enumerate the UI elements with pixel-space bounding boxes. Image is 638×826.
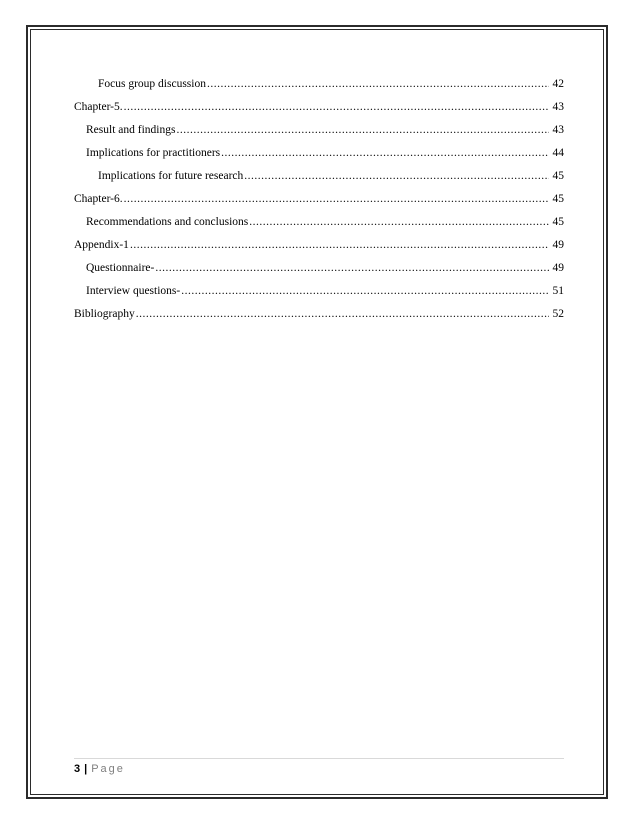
toc-entry-page: 42 [552, 78, 564, 90]
toc-entry[interactable] [74, 298, 564, 321]
footer-divider [74, 758, 564, 759]
toc-entry-label: Chapter-6. [74, 193, 123, 205]
toc-entry-label: Implications for practitioners [86, 147, 221, 159]
toc-entry-label: Result and findings [86, 124, 176, 136]
footer-page-number: 3 [74, 763, 81, 775]
toc-entry-label: Appendix-1 [74, 239, 129, 251]
toc-entry-page: 49 [552, 262, 564, 274]
table-of-contents [74, 68, 564, 321]
toc-dot-leader [221, 146, 549, 160]
toc-entry-label: Bibliography [74, 308, 135, 320]
toc-dot-leader [155, 261, 549, 275]
toc-entry-label: Interview questions- [86, 285, 181, 297]
toc-entry-label: Chapter-5. [74, 101, 123, 113]
toc-entry-page: 45 [552, 216, 564, 228]
page-footer [74, 762, 125, 776]
toc-entry-page: 43 [552, 101, 564, 113]
toc-entry[interactable] [74, 206, 564, 229]
toc-dot-leader [244, 169, 549, 183]
toc-entry[interactable] [74, 137, 564, 160]
toc-entry-page: 44 [552, 147, 564, 159]
toc-entry-page: 45 [552, 193, 564, 205]
toc-entry-label: Focus group discussion [98, 78, 206, 90]
toc-dot-leader [130, 238, 549, 252]
toc-dot-leader [181, 284, 549, 298]
toc-entry[interactable] [74, 114, 564, 137]
toc-entry[interactable] [74, 252, 564, 275]
toc-entry[interactable] [74, 68, 564, 91]
toc-entry-label: Questionnaire- [86, 262, 155, 274]
toc-entry[interactable] [74, 91, 564, 114]
toc-entry-label: Implications for future research [98, 170, 244, 182]
toc-dot-leader [207, 77, 549, 91]
toc-entry[interactable] [74, 229, 564, 252]
toc-entry-page: 45 [552, 170, 564, 182]
toc-entry-label: Recommendations and conclusions [86, 216, 249, 228]
toc-entry-page: 51 [552, 285, 564, 297]
toc-dot-leader [249, 215, 549, 229]
toc-entry[interactable] [74, 183, 564, 206]
toc-entry-page: 52 [552, 308, 564, 320]
footer-page-word: Page [91, 763, 125, 775]
toc-dot-leader [176, 123, 549, 137]
toc-entry-page: 43 [552, 124, 564, 136]
toc-entry[interactable] [74, 275, 564, 298]
footer-separator: | [84, 763, 88, 775]
toc-dot-leader [124, 100, 549, 114]
toc-dot-leader [136, 307, 549, 321]
toc-entry[interactable] [74, 160, 564, 183]
toc-entry-page: 49 [552, 239, 564, 251]
toc-dot-leader [124, 192, 549, 206]
